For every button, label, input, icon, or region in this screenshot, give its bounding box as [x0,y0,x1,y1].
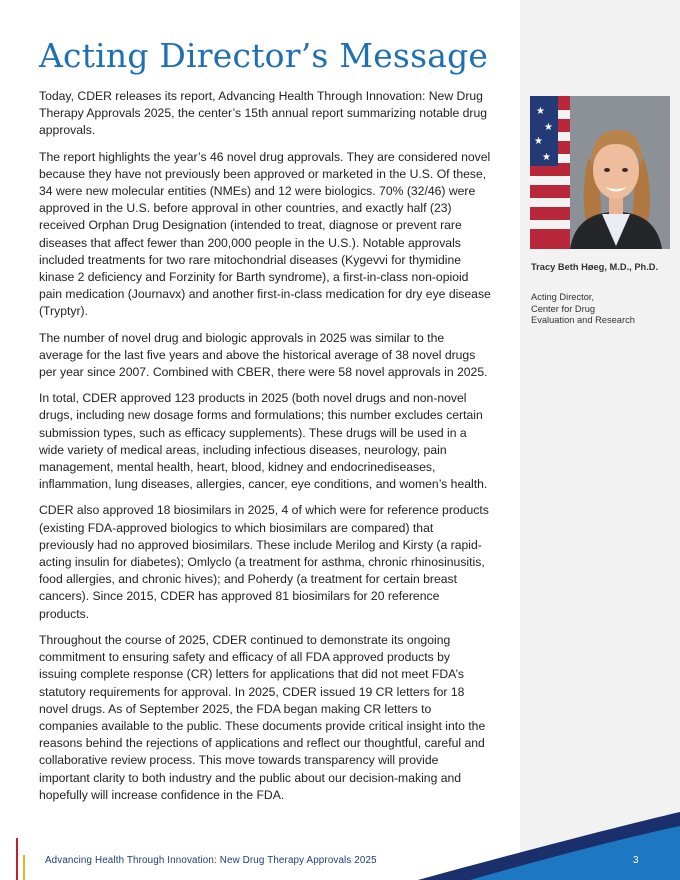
director-role-line: Center for Drug [531,303,596,314]
director-name: Tracy Beth Høeg, M.D., Ph.D. [531,262,659,272]
paragraph-cr-letters: Throughout the course of 2025, CDER continued to demonstrate its ongoing commitment to ensuring safety and efficacy of all FDA approved products by issuing complete response (CR) letters for applications that did not meet FDA’s statutory requirements for approval. In 2025, CDER issued 19 CR letters for 18 novel drugs. As of September 2025, the FDA began making CR letters to companies available to the public. These documents provide critical insight into the reasons behind the rejections of applications and reflect our thoughtful, careful and collaborative review process. This move towards transparency will provide important clarity to both industry and the public about our decision-making and hopefully will increase confidence in the FDA. [39,632,486,802]
paragraph-intro: Today, CDER releases its report, Advancing Health Through Innovation: New Drug Therapy Approvals 2025, the center’s 15th annual report summarizing notable drug approvals. [39,89,488,138]
director-role-line: Acting Director, [531,292,595,302]
page-number: 3 [633,855,639,866]
footer-accent-bar-gold [23,855,25,880]
svg-text:★: ★ [542,152,551,163]
svg-text:★: ★ [534,136,543,147]
paragraph-total-products: In total, CDER approved 123 products in 2025 (both novel drugs and non-novel drugs, including new dosage forms and formulations; this number excludes certain submission types, such as efficacy supplements). These drugs will be used in a wide variety of medical areas, including infectious diseases, neurology, pain management, mental health, heart, blood, kidney and endocrinediseases, inflammation, lung diseases, allergies, cancer, eye conditions, and women’s health. [39,391,488,492]
footer-wave-light [470,826,680,880]
page-title: Acting Director’s Message [39,36,489,75]
footer-accent-bar-red [16,838,18,880]
paragraph-novel-approvals: The report highlights the year’s 46 novel drug approvals. They are considered novel because they have not previously been approved or marketed in the U.S. Of these, 34 were new molecular entities (NMEs) and 12 were biologics. 70% (32/46) were approved in the U.S. before approval in other countries, and exactly half (23) received Orphan Drug Designation (intended to treat, diagnose or prevent rare diseases that affect fewer than 200,000 people in the U.S.). Notable approvals included treatments for two rare mitochondrial diseases (Kygevvi for thymidine kinase 2 deficiency and Forzinity for Barth syndrome), a first-in-class non-opioid pain medication (Journavx) and another first-in-class medication for dry eye disease (Tryptyr). [39,149,491,319]
svg-text:★: ★ [544,122,553,133]
svg-text:★: ★ [536,106,545,117]
footer-report-title: Advancing Health Through Innovation: New Drug Therapy Approvals 2025 [45,855,377,866]
director-role-line: Evaluation and Research [531,315,635,326]
paragraph-biosimilars: CDER also approved 18 biosimilars in 2025, 4 of which were for reference products (existing FDA-approved biologics to which biosimilars are compared) that previously had no approved biosimilars. These include Merilog and Kirsty (a rapid-acting insulin for diabetes); Omlyclo (a treatment for asthma, chronic rhinosinusitis, food allergies, and chronic hives); and Poherdy (a treatment for certain breast cancers). Since 2015, CDER has approved 81 biosimilars for 20 reference products. [39,503,489,621]
paragraph-approval-count: The number of novel drug and biologic approvals in 2025 was similar to the average for the last five years and above the historical average of 38 novel drugs per year since 2007. Combined with CBER, there were 58 novel approvals in 2025. [39,330,488,380]
